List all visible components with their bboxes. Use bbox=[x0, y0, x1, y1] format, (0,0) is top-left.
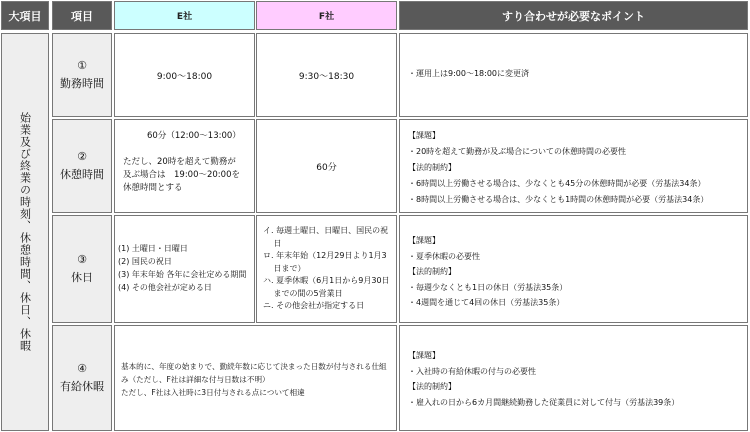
f-break-time-text: 60分 bbox=[316, 162, 337, 173]
point-line: ・6時間以上労働させる場合は、少なくとも45分の休憩時間が必要（労基法34条） bbox=[408, 179, 706, 188]
point-line: 【課題】 bbox=[408, 236, 440, 245]
point-line: ・雇入れの日から6カ月間継続勤務した従業員に対して付与（労基法39条） bbox=[408, 397, 680, 407]
row-number: ② bbox=[77, 150, 87, 163]
e-work-hours-text: 9:00～18:00 bbox=[156, 71, 213, 82]
f-holiday-line: ロ. 年末年始（12月29日より1月3 bbox=[263, 251, 387, 260]
row-label-break-time bbox=[52, 119, 112, 213]
point-line: 【法的制約】 bbox=[408, 163, 456, 172]
row-label-work-hours bbox=[52, 33, 112, 117]
ef-paid-leave-line: 基本的に、年度の始まりで、勤続年数に応じて決まった日数が付与される仕組 bbox=[121, 362, 387, 371]
f-holiday-line: 日まで） bbox=[263, 263, 306, 273]
f-holiday-line: 日 bbox=[263, 238, 282, 248]
point-line: ・夏季休暇の必要性 bbox=[408, 251, 480, 261]
point-line: ・8時間以上労働させる場合は、少なくとも1時間の休憩時間が必要（労基法34条） bbox=[408, 195, 709, 204]
e-break-line: 休憩時間とする bbox=[123, 183, 183, 193]
row-number: ④ bbox=[77, 362, 87, 375]
points-work-hours bbox=[399, 33, 748, 117]
row-label: 勤務時間 bbox=[60, 77, 104, 90]
header-points: すり合わせが必要なポイント bbox=[399, 1, 748, 30]
e-holidays bbox=[114, 215, 255, 323]
row-label-paid-leave bbox=[52, 325, 112, 431]
point-line: ・毎週少なくとも1日の休日（労基法35条） bbox=[408, 282, 568, 292]
row-label: 有給休暇 bbox=[60, 380, 104, 393]
f-work-hours-text: 9:30～18:30 bbox=[298, 71, 355, 82]
header-company-e: E社 bbox=[114, 1, 255, 30]
f-holiday-line: イ. 毎週土曜日、日曜日、国民の祝 bbox=[263, 226, 389, 235]
ef-paid-leave-line: み（ただし、F社は詳細な付与日数は不明） bbox=[121, 375, 270, 384]
point-line: 【課題】 bbox=[408, 351, 440, 360]
f-holiday-line: ハ. 夏季休暇（6月1日から9月30日 bbox=[263, 276, 390, 285]
major-category bbox=[1, 33, 49, 431]
row-number: ① bbox=[77, 59, 87, 72]
point-line: ・入社時の有給休暇の付与の必要性 bbox=[408, 366, 536, 376]
point-line: ・4週間を通じて4回の休日（労基法35条） bbox=[408, 298, 565, 307]
e-break-line: ただし、20時を超えて勤務が bbox=[123, 157, 236, 167]
e-holiday-line: (2) 国民の祝日 bbox=[118, 257, 172, 266]
row-label: 休憩時間 bbox=[60, 168, 104, 181]
f-holidays bbox=[256, 215, 397, 323]
point-line: ・20時を超えて勤務が及ぶ場合についての休憩時間の必要性 bbox=[408, 147, 627, 156]
ef-paid-leave bbox=[114, 325, 397, 431]
e-holiday-line: (1) 土曜日・日曜日 bbox=[118, 244, 188, 253]
row-number: ③ bbox=[77, 253, 87, 266]
row-label-holidays bbox=[52, 215, 112, 323]
f-work-hours bbox=[256, 33, 397, 117]
point-line: 【法的制約】 bbox=[408, 382, 456, 391]
row-label: 休日 bbox=[71, 271, 93, 284]
f-break-time bbox=[256, 119, 397, 213]
points-holidays bbox=[399, 215, 748, 323]
e-break-line: 60分（12:00～13:00） bbox=[147, 131, 241, 141]
ef-paid-leave-line: ただし、F社は入社時に3日付与される点について相違 bbox=[121, 388, 305, 397]
e-break-line: 及ぶ場合は 19:00～20:00を bbox=[123, 170, 240, 180]
f-holiday-line: ニ. その他会社が指定する日 bbox=[263, 301, 365, 310]
point-line: 【法的制約】 bbox=[408, 267, 456, 276]
e-break-line bbox=[123, 143, 254, 156]
header-company-f: F社 bbox=[256, 1, 397, 30]
points-paid-leave bbox=[399, 325, 748, 431]
e-work-hours bbox=[114, 33, 255, 117]
header-item: 項目 bbox=[52, 1, 112, 30]
point-line: ・運用上は9:00～18:00に変更済 bbox=[408, 69, 530, 78]
e-break-time bbox=[114, 119, 255, 213]
point-line: 【課題】 bbox=[408, 131, 440, 140]
f-holiday-line: までの間の5営業日 bbox=[263, 288, 343, 298]
points-break-time bbox=[399, 119, 748, 213]
e-holiday-line: (3) 年末年始 各年に会社定める期間 bbox=[118, 270, 247, 279]
e-holiday-line: (4) その他会社が定める日 bbox=[118, 283, 212, 292]
header-major-item: 大項目 bbox=[1, 1, 49, 30]
major-category-text: 始業及び終業の時刻、休憩時間、休日、休暇 bbox=[18, 112, 32, 352]
